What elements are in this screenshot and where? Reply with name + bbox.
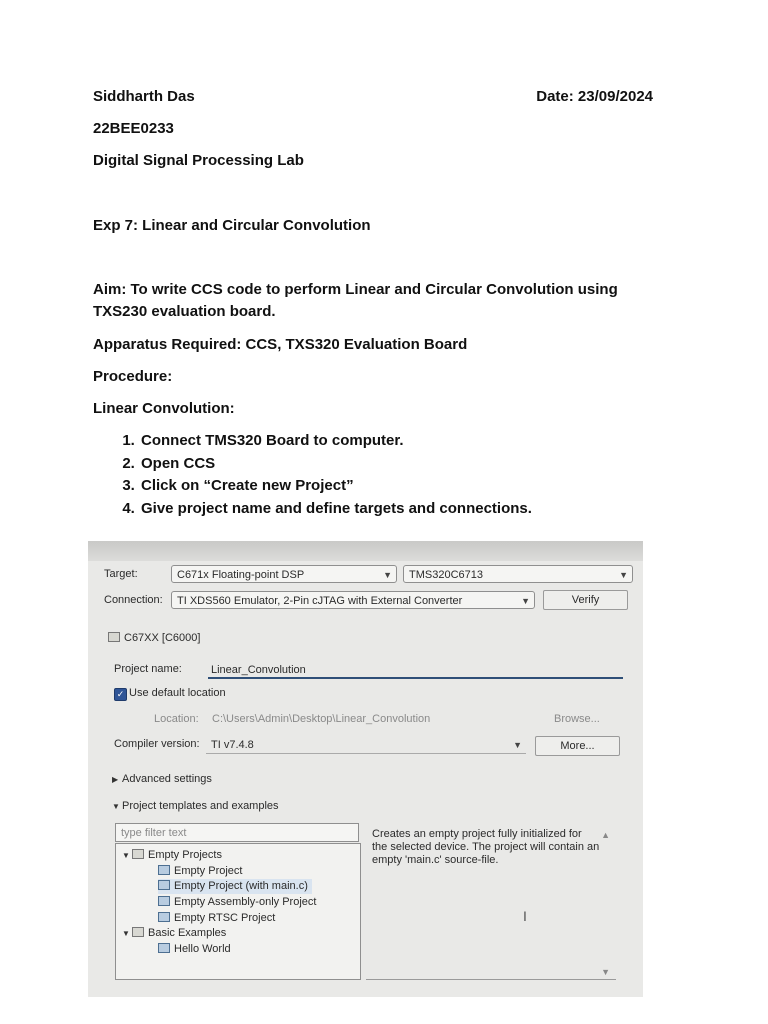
- project-icon: [158, 896, 170, 906]
- tree-item-label: Empty RTSC Project: [174, 912, 276, 924]
- use-default-location-label: Use default location: [129, 687, 226, 699]
- date: Date: 23/09/2024: [536, 88, 653, 105]
- templates-tree[interactable]: [115, 843, 361, 980]
- project-icon: [158, 865, 170, 875]
- step-item: 3. Click on “Create new Project”: [139, 475, 699, 498]
- tree-item-label: Empty Assembly-only Project: [174, 896, 317, 908]
- tree-group-empty-projects[interactable]: [122, 848, 222, 863]
- tree-item[interactable]: [158, 942, 231, 957]
- advanced-settings-toggle[interactable]: [112, 773, 212, 785]
- apparatus-text: Apparatus Required: CCS, TXS320 Evaluation Board: [93, 336, 468, 353]
- templates-toggle[interactable]: [112, 800, 279, 812]
- folder-icon: [132, 849, 144, 859]
- device-tag: [108, 632, 200, 644]
- target-family-value: C671x Floating-point DSP: [177, 569, 305, 581]
- text-cursor-icon: I: [523, 908, 527, 924]
- project-icon: [158, 912, 170, 922]
- target-label: Target:: [104, 568, 138, 580]
- course-name: Digital Signal Processing Lab: [93, 152, 304, 169]
- section-heading: Linear Convolution:: [93, 400, 235, 417]
- tree-item-label: Empty Project (with main.c): [174, 880, 308, 892]
- procedure-steps: [93, 430, 699, 520]
- experiment-title: Exp 7: Linear and Circular Convolution: [93, 217, 371, 234]
- aim-text: Aim: To write CCS code to perform Linear and Circular Convolution using TXS230 evaluation board.: [93, 281, 618, 320]
- chevron-down-icon: ▼: [122, 929, 130, 938]
- template-description-panel: [366, 824, 616, 980]
- compiler-version-value: TI v7.4.8: [211, 739, 254, 751]
- ccs-new-project-dialog-photo: [88, 541, 643, 997]
- template-description: Creates an empty project fully initialized for the selected device. The project will contain an empty 'main.c' source-file.: [372, 828, 600, 866]
- tree-group-basic-examples[interactable]: [122, 926, 226, 941]
- tree-item-selected[interactable]: [158, 879, 312, 894]
- checkbox-checked-icon[interactable]: ✓: [114, 688, 127, 701]
- filter-input[interactable]: [115, 823, 359, 842]
- tree-item[interactable]: [158, 895, 316, 910]
- advanced-settings-label: Advanced settings: [122, 773, 212, 785]
- location-label: Location:: [154, 713, 199, 725]
- step-item: 4. Give project name and define targets and connections.: [139, 498, 699, 521]
- tree-item-label: Empty Project: [174, 865, 243, 877]
- tree-group-label: Empty Projects: [148, 849, 222, 861]
- scroll-up-icon[interactable]: ▲: [601, 830, 610, 840]
- tree-group-label: Basic Examples: [148, 927, 227, 939]
- registration-number: 22BEE0233: [93, 120, 174, 137]
- tree-item[interactable]: [158, 911, 275, 926]
- target-device-value: TMS320C6713: [409, 569, 483, 581]
- scroll-down-icon[interactable]: ▼: [601, 967, 610, 977]
- chevron-down-icon: ▼: [383, 570, 392, 580]
- connection-value: TI XDS560 Emulator, 2-Pin cJTAG with External Converter: [177, 595, 463, 607]
- device-tag-label: C67XX [C6000]: [124, 632, 201, 644]
- folder-icon: [132, 927, 144, 937]
- chevron-down-icon: ▼: [521, 596, 530, 606]
- project-icon: [158, 880, 170, 890]
- tree-item-label: Hello World: [174, 943, 231, 955]
- location-field[interactable]: C:\Users\Admin\Desktop\Linear_Convolution: [212, 713, 431, 725]
- tree-item[interactable]: [158, 864, 242, 879]
- verify-button[interactable]: Verify: [543, 590, 628, 610]
- device-icon: [108, 632, 120, 642]
- step-item: 2. Open CCS: [139, 453, 699, 476]
- chevron-down-icon: ▼: [122, 851, 130, 860]
- compiler-version-label: Compiler version:: [114, 738, 200, 750]
- filter-placeholder: type filter text: [121, 827, 187, 839]
- chevron-down-icon: ▼: [112, 802, 120, 811]
- project-icon: [158, 943, 170, 953]
- chevron-down-icon: ▼: [619, 570, 628, 580]
- project-name-input[interactable]: Linear_Convolution: [208, 661, 623, 679]
- chevron-right-icon: ▶: [112, 775, 119, 784]
- window-edge: [88, 541, 643, 561]
- target-family-select[interactable]: [171, 565, 397, 583]
- more-button[interactable]: More...: [535, 736, 620, 756]
- procedure-heading: Procedure:: [93, 368, 173, 385]
- connection-label: Connection:: [104, 594, 163, 606]
- connection-select[interactable]: [171, 591, 535, 609]
- templates-heading: Project templates and examples: [122, 800, 279, 812]
- project-name-label: Project name:: [114, 663, 182, 675]
- author-name: Siddharth Das: [93, 88, 195, 105]
- browse-button[interactable]: Browse...: [554, 713, 600, 725]
- target-device-select[interactable]: [403, 565, 633, 583]
- chevron-down-icon: ▼: [513, 740, 522, 750]
- compiler-version-select[interactable]: [206, 736, 526, 754]
- step-item: 1. Connect TMS320 Board to computer.: [139, 430, 699, 453]
